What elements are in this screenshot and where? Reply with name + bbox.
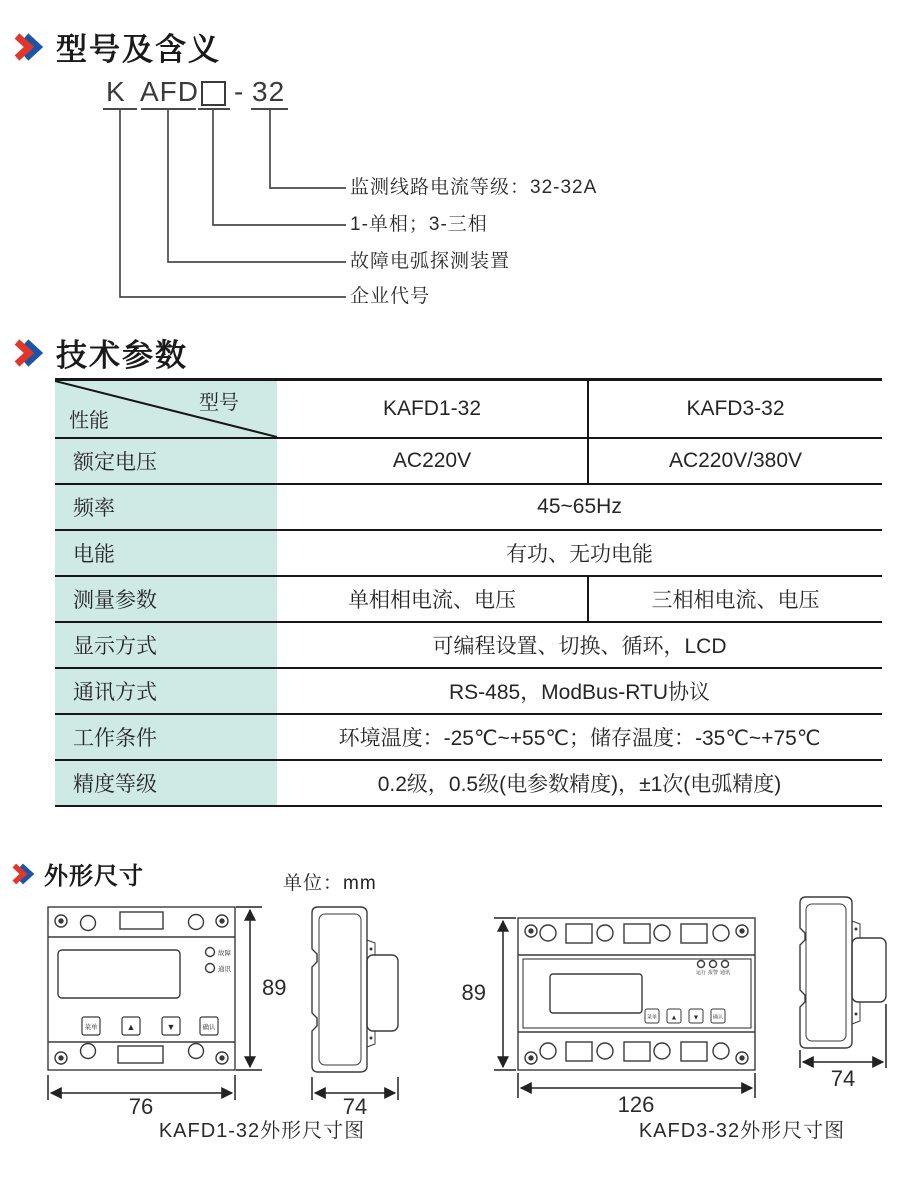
- kafd3-depth-dimension: [800, 1004, 886, 1068]
- kafd3-height-dim: 89: [461, 980, 486, 1005]
- row-label: 额定电压: [55, 438, 277, 484]
- run-led: [698, 961, 705, 968]
- model-code-product: AFD: [140, 76, 199, 107]
- table-row: [55, 760, 882, 806]
- comm-led-label: 通讯: [719, 970, 731, 976]
- double-chevron-icon: [12, 862, 38, 886]
- model-code-diagram: [0, 70, 920, 320]
- comm-led: [206, 964, 215, 973]
- row-label: 频率: [55, 484, 277, 530]
- section-header-model: [14, 24, 221, 69]
- spec-table: [55, 378, 882, 807]
- din-clip: [367, 955, 398, 1031]
- fault-led: [206, 948, 215, 957]
- cell-value: 0.2级，0.5级(电参数精度)，±1次(电弧精度): [277, 760, 882, 806]
- row-label: 通讯方式: [55, 668, 277, 714]
- comm-led: [722, 961, 729, 968]
- model-code-rating: 32: [252, 76, 286, 107]
- table-row: [55, 530, 882, 576]
- model-label-device-type: 故障电弧探测装置: [350, 251, 511, 272]
- table-row: [55, 576, 882, 622]
- cell-value: 三相相电流、电压: [588, 576, 882, 622]
- cell-value: AC220V: [277, 438, 588, 484]
- column-header-model2: KAFD3-32: [588, 380, 882, 439]
- kafd3-width-dim: 126: [617, 1092, 655, 1117]
- corner-label-model: 型号: [199, 392, 239, 414]
- column-header-model1: KAFD1-32: [277, 380, 588, 439]
- cell-value: RS-485，ModBus-RTU协议: [277, 668, 882, 714]
- row-label: 测量参数: [55, 576, 277, 622]
- row-label: 电能: [55, 530, 277, 576]
- section-header-tech: [14, 330, 188, 375]
- kafd1-depth-dim: 74: [342, 1094, 368, 1119]
- up-button-label: ▲: [670, 1014, 678, 1022]
- down-button-label: ▼: [692, 1014, 700, 1022]
- kafd3-front-view: [518, 918, 755, 1070]
- table-row: [55, 484, 882, 530]
- lcd-display: [58, 950, 180, 998]
- model-label-phase: 1-单相；3-三相: [350, 214, 488, 235]
- model-code-dash: -: [234, 76, 245, 107]
- kafd3-depth-dim: 74: [830, 1066, 856, 1091]
- row-label: 工作条件: [55, 714, 277, 760]
- kafd1-front-view: [48, 907, 235, 1070]
- double-chevron-icon: [14, 32, 48, 62]
- fault-led-label: 故障: [218, 950, 231, 957]
- cell-value: 可编程设置、切换、循环，LCD: [277, 622, 882, 668]
- model-code-vendor: K: [106, 76, 126, 107]
- up-button-label: ▲: [126, 1022, 136, 1032]
- corner-label-performance: 性能: [69, 410, 109, 432]
- section-title-tech: 技术参数: [56, 338, 188, 373]
- section-header-dimensions: [12, 856, 144, 891]
- cell-value: 有功、无功电能: [277, 530, 882, 576]
- kafd1-caption: KAFD1-32外形尺寸图: [158, 1120, 366, 1142]
- confirm-button-label: 确认: [712, 1014, 724, 1021]
- table-row: [55, 714, 882, 760]
- table-corner-cell: [55, 380, 277, 439]
- model-label-vendor-code: 企业代号: [350, 286, 431, 307]
- down-button-label: ▼: [166, 1022, 176, 1032]
- table-row: [55, 668, 882, 714]
- table-row: [55, 380, 882, 439]
- alarm-led: [710, 961, 717, 968]
- run-led-label: 运行: [695, 970, 707, 976]
- kafd1-width-dim: 76: [128, 1094, 154, 1119]
- din-clip: [852, 938, 886, 1002]
- cell-value: AC220V/380V: [588, 438, 882, 484]
- kafd1-side-view: [312, 907, 398, 1072]
- screw-icon: [525, 925, 748, 1064]
- menu-button-label: 菜单: [646, 1014, 658, 1021]
- alarm-led-label: 报警: [707, 970, 719, 976]
- row-label: 精度等级: [55, 760, 277, 806]
- kafd3-side-view: [800, 897, 886, 1048]
- kafd3-dimensions: [494, 918, 755, 1098]
- comm-led-label: 通讯: [218, 966, 231, 973]
- kafd1-height-dim: 89: [262, 975, 287, 1000]
- kafd1-dimensions: [48, 907, 262, 1100]
- kafd3-caption: KAFD3-32外形尺寸图: [638, 1120, 846, 1142]
- kafd1-buttons: [82, 1017, 218, 1035]
- double-chevron-icon: [14, 338, 48, 368]
- cell-value: 45~65Hz: [277, 484, 882, 530]
- model-label-current-rating: 监测线路电流等级：32-32A: [350, 177, 598, 198]
- section-title-model: 型号及含义: [56, 32, 221, 67]
- cell-value: 单相相电流、电压: [277, 576, 588, 622]
- cell-value: 环境温度：-25℃~+55℃；储存温度：-35℃~+75℃: [277, 714, 882, 760]
- table-row: [55, 622, 882, 668]
- dimension-drawings: [0, 890, 920, 1155]
- unit-label: 单位：mm: [283, 873, 377, 894]
- model-placeholder-box: [201, 81, 226, 106]
- section-title-dimensions: 外形尺寸: [44, 863, 144, 890]
- table-row: [55, 438, 882, 484]
- row-label: 显示方式: [55, 622, 277, 668]
- lcd-display: [550, 974, 642, 1013]
- menu-button-label: 菜单: [84, 1024, 98, 1031]
- confirm-button-label: 确认: [202, 1024, 216, 1031]
